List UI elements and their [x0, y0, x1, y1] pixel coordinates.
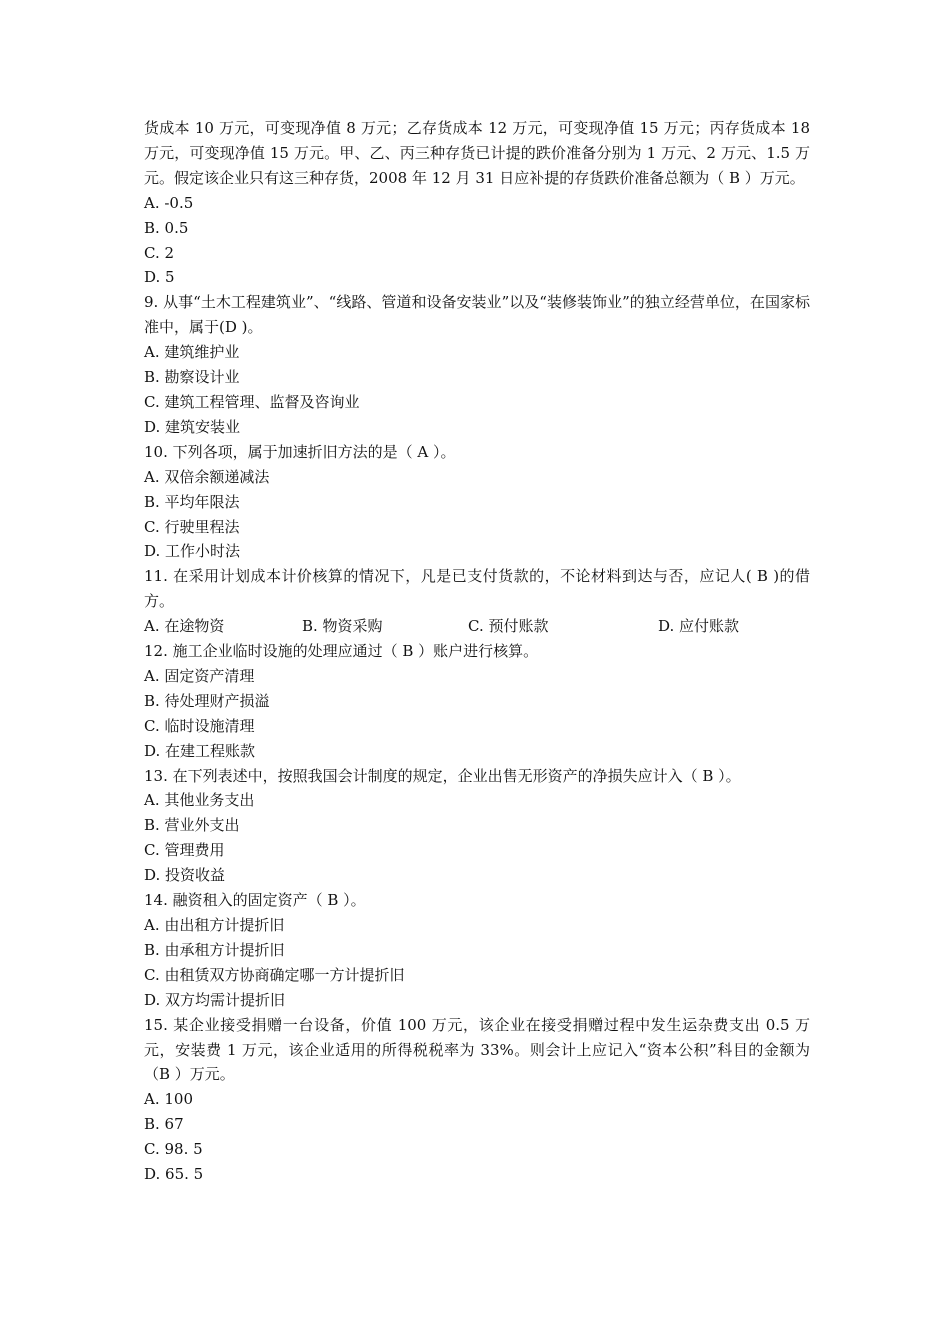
q14-text: 14. 融资租入的固定资产（ B ）。 [144, 891, 366, 910]
q15-option-d: D. 65. 5 [144, 1165, 204, 1184]
q8-option-a: A. -0.5 [144, 193, 194, 212]
q12-option-c: C. 临时设施清理 [144, 716, 255, 735]
q13-option-c: C. 管理费用 [144, 841, 225, 860]
q11-option-d: D. 应付账款 [658, 617, 740, 636]
q9-option-b: B. 勘察设计业 [144, 368, 240, 387]
q9-option-d: D. 建筑安装业 [144, 417, 241, 436]
q11-options-row [144, 614, 810, 639]
q8-option-b: B. 0.5 [144, 218, 189, 237]
q9-text: 9. 从事“土木工程建筑业”、“线路、管道和设备安装业”以及“装修装饰业”的独立经营单位，在国家标准中，属于(D )。 [144, 293, 810, 337]
q13-option-a: A. 其他业务支出 [144, 791, 255, 810]
q11-option-b: B. 物资采购 [302, 617, 383, 636]
q15-option-c: C. 98. 5 [144, 1140, 203, 1159]
q14-option-b: B. 由承租方计提折旧 [144, 940, 285, 959]
q13-text: 13. 在下列表述中，按照我国会计制度的规定，企业出售无形资产的净损失应计入（ B ）。 [144, 766, 741, 785]
q15-option-a: A. 100 [144, 1090, 193, 1109]
q8-text: 货成本 10 万元，可变现净值 8 万元；乙存货成本 12 万元，可变现净值 15 万元；丙存货成本 18 万元，可变现净值 15 万元。甲、乙、丙三种存货已计提的跌价准备分别为 1 万元、2 万元、1.5 万元。假定该企业只有这三种存货，2008 年 12 月 31 日应补提的存货跌价准备总额为（ B ）万元。 [144, 119, 810, 187]
q14-option-a: A. 由出租方计提折旧 [144, 916, 285, 934]
q9-option-a: A. 建筑维护业 [144, 343, 240, 362]
q8-option-d: D. 5 [144, 268, 175, 287]
q8-option-c: C. 2 [144, 243, 175, 262]
q10-option-c: C. 行驶里程法 [144, 517, 240, 536]
q11-option-a: A. 在途物资 [144, 617, 225, 636]
q15-text: 15. 某企业接受捐赠一台设备，价值 100 万元，该企业在接受捐赠过程中发生运杂费支出 0.5 万元，安装费 1 万元，该企业适用的所得税税率为 33%。则会计上应记入“资本公积”科目的金额为（B ）万元。 [144, 1015, 810, 1084]
q12-option-b: B. 待处理财产损溢 [144, 691, 270, 710]
q10-option-b: B. 平均年限法 [144, 492, 240, 511]
q11-text: 11. 在采用计划成本计价核算的情况下，凡是已支付货款的，不论材料到达与否，应记人( B )的借方。 [144, 567, 810, 611]
q13-option-b: B. 营业外支出 [144, 816, 240, 835]
q10-text: 10. 下列各项，属于加速折旧方法的是（ A ）。 [144, 442, 456, 461]
q11-option-c: C. 预付账款 [468, 617, 549, 636]
q14-option-d: D. 双方均需计提折旧 [144, 990, 286, 1009]
q14-option-c: C. 由租赁双方协商确定哪一方计提折旧 [144, 965, 405, 984]
q10-option-d: D. 工作小时法 [144, 542, 241, 561]
q12-option-a: A. 固定资产清理 [144, 666, 255, 685]
q12-option-d: D. 在建工程账款 [144, 741, 256, 760]
q10-option-a: A. 双倍余额递减法 [144, 467, 270, 486]
q12-text: 12. 施工企业临时设施的处理应通过（ B ）账户进行核算。 [144, 642, 539, 661]
q15-option-b: B. 67 [144, 1115, 184, 1134]
q13-option-d: D. 投资收益 [144, 866, 226, 885]
q9-option-c: C. 建筑工程管理、监督及咨询业 [144, 392, 360, 411]
